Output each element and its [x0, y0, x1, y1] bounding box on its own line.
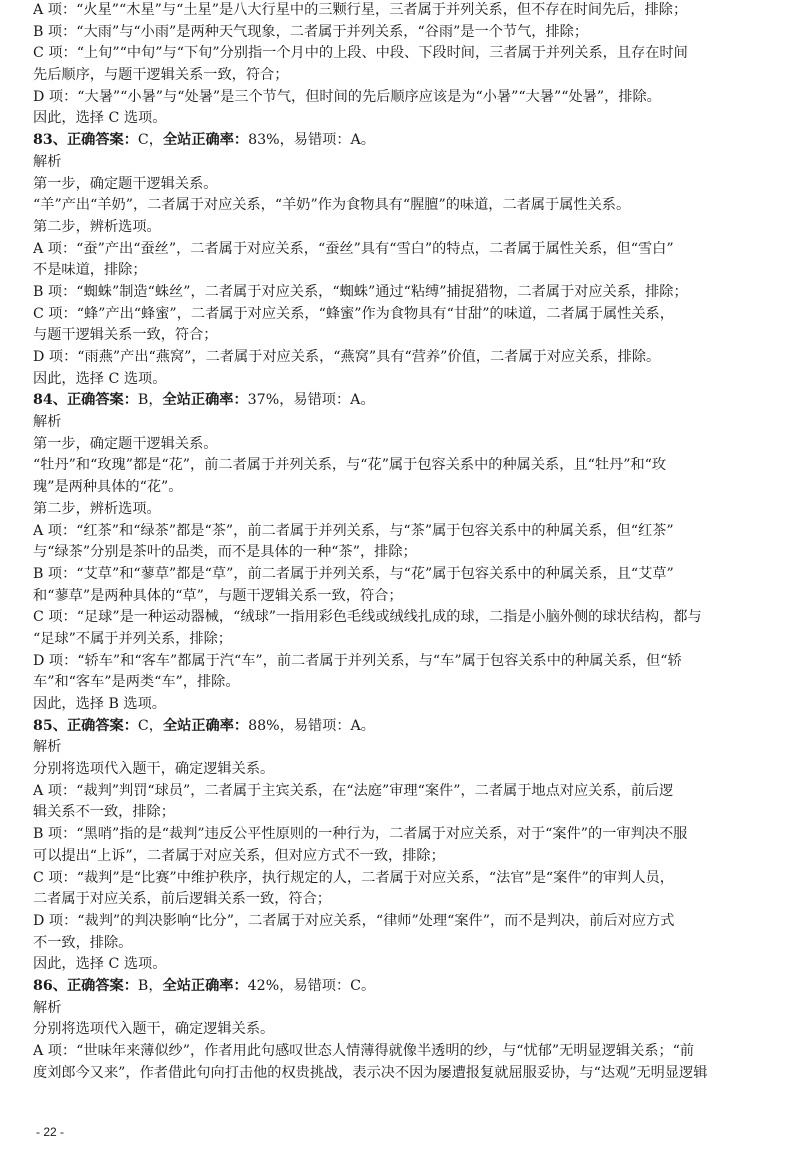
answer-header-v1: C，: [137, 132, 163, 149]
text-line: 因此，选择 B 选项。: [33, 696, 166, 712]
answer-header-v2: 37%，易错项：A。: [247, 392, 375, 409]
text-line: 辑关系不一致，排除；: [33, 804, 175, 821]
text-line: 因此，选择 C 选项。: [33, 370, 167, 387]
text-line: 先后顺序，与题干逻辑关系一致，符合；: [33, 67, 289, 84]
answer-header-k1: 正确答案：: [66, 977, 138, 994]
answer-header-v2: 88%，易错项：A。: [248, 717, 375, 734]
text-line: 第一步，确定题干逻辑关系。: [33, 435, 218, 452]
answer-header-k2: 全站正确率：: [162, 392, 248, 409]
answer-header: [33, 130, 775, 152]
text-line: “牡丹”和“玫瑰”都是“花”，前二者属于并列关系，与“花”属于包容关系中的种属关系，且“牡丹”和“玫: [33, 457, 667, 474]
text-line: D 项：“雨燕”产出“燕窝”，二者属于对应关系，“燕窝”具有“营养”价值，二者属于对应关系，排除。: [33, 349, 661, 365]
analysis-label: 解析: [33, 999, 62, 1016]
answer-header-k1: 正确答案：: [66, 132, 138, 149]
text-line: 二者属于对应关系，前后逻辑关系一致，符合；: [33, 891, 331, 908]
text-line: A 项：“裁判”判罚“球员”，二者属于主宾关系，在“法庭”审理“案件”，二者属于地点对应关系，前后逻: [33, 782, 674, 799]
text-line: D 项：“裁判”的判决影响“比分”，二者属于对应关系，“律师”处理“案件”，而不是判决，前后对应方式: [33, 912, 675, 929]
page-number: - 22 -: [36, 1125, 65, 1139]
text-line: A 项：“蚕”产出“蚕丝”，二者属于对应关系，“蚕丝”具有“雪白”的特点，二者属于属性关系，但“雪白”: [33, 240, 674, 257]
text-line: 不一致，排除。: [33, 934, 133, 951]
answer-header-k1: 正确答案：: [66, 392, 138, 409]
answer-header-num: 83、: [33, 132, 67, 149]
text-line: 因此，选择 C 选项。: [33, 956, 167, 973]
answer-header: [33, 976, 775, 998]
text-line: A 项：“红茶”和“绿茶”都是“茶”，前二者属于并列关系，与“茶”属于包容关系中的种属关系，但“红茶”: [33, 522, 674, 539]
answer-header-v2: 42%，易错项：C。: [247, 977, 376, 994]
answer-header-v1: B，: [137, 392, 163, 409]
text-line: C 项：“蜂”产出“蜂蜜”，二者属于对应关系，“蜂蜜”作为食物具有“甘甜”的味道，二者属于属性关系，: [33, 305, 674, 322]
text-line: 不是味道，排除；: [33, 262, 147, 279]
text-line: 分别将选项代入题干，确定逻辑关系。: [33, 761, 275, 778]
text-line: D 项：“大暑”“小暑”与“处暑”是三个节气，但时间的先后顺序应该是为“小暑”“大暑”“处暑”，排除。: [33, 88, 661, 105]
text-line: 瑰”是两种具体的“花”。: [33, 479, 183, 496]
text-line: 第二步，辨析选项。: [33, 500, 161, 517]
answer-header: [33, 390, 775, 412]
answer-header-k2: 全站正确率：: [162, 977, 248, 994]
answer-header-num: 84、: [33, 392, 67, 409]
text-line: C 项：“足球”是一种运动器械，“绒球”一指用彩色毛线或绒线扎成的球，二指是小脑外侧的球状结构，都与: [33, 609, 702, 626]
text-line: B 项：“艾草”和“蓼草”都是“草”，前二者属于并列关系，与“花”属于包容关系中的种属关系，且“艾草”: [33, 565, 674, 582]
answer-header-k2: 全站正确率：: [162, 717, 249, 734]
answer-header-v1: C，: [137, 717, 163, 734]
answer-header-num: 85、: [33, 717, 67, 734]
text-line: 第一步，确定题干逻辑关系。: [33, 175, 218, 192]
text-line: 度刘郎今又来”，作者借此句向打击他的权贵挑战，表示决不因为屡遭报复就屈服妥协，与“达观”无明显逻辑: [33, 1064, 708, 1081]
text-line: 和“蓼草”是两种具体的“草”，与题干逻辑关系一致，符合；: [33, 587, 403, 604]
text-line: “足球”不属于并列关系，排除；: [33, 630, 232, 647]
analysis-label: 解析: [33, 153, 62, 170]
answer-header-k2: 全站正确率：: [162, 132, 249, 149]
text-line: 与题干逻辑关系一致，符合；: [33, 327, 218, 344]
answer-header-v1: B，: [137, 977, 163, 994]
answer-header: [33, 716, 775, 738]
text-line: 因此，选择 C 选项。: [33, 110, 167, 127]
text-line: 分别将选项代入题干，确定逻辑关系。: [33, 1021, 275, 1038]
answer-header-k1: 正确答案：: [66, 717, 138, 734]
text-line: B 项：“大雨”与“小雨”是两种天气现象，二者属于并列关系，“谷雨”是一个节气，排除；: [33, 23, 589, 40]
text-line: C 项：“上旬”“中旬”与“下旬”分别指一个月中的上段、中段、下段时间，三者属于并列关系，且存在时间: [33, 45, 688, 62]
text-line: A 项：“火星”“木星”与“土星”是八大行星中的三颗行星，三者属于并列关系，但不存在时间先后，排除；: [33, 2, 688, 18]
analysis-label: 解析: [33, 739, 62, 756]
text-line: 可以提出“上诉”，二者属于对应关系，但对应方式不一致，排除；: [33, 847, 445, 864]
text-line: B 项：“黑哨”指的是“裁判”违反公平性原则的一种行为，二者属于对应关系，对于“案件”的一审判决不服: [33, 826, 688, 843]
answer-header-v2: 83%，易错项：A。: [248, 132, 375, 149]
text-line: C 项：“裁判”是“比赛”中维护秩序，执行规定的人，二者属于对应关系，“法官”是“案件”的审判人员，: [33, 869, 674, 886]
text-line: A 项：“世味年来薄似纱”，作者用此句感叹世态人情薄得就像半透明的纱，与“忧郁”无明显逻辑关系；“前: [33, 1043, 695, 1059]
text-line: 与“绿茶”分别是茶叶的品类，而不是具体的一种“茶”，排除；: [33, 544, 417, 561]
text-line: D 项：“轿车”和“客车”都属于汽“车”，前二者属于并列关系，与“车”属于包容关系中的种属关系，但“轿: [33, 652, 682, 669]
document-page: [33, 0, 775, 1084]
text-line: 第二步，辨析选项。: [33, 218, 161, 235]
analysis-label: 解析: [33, 414, 62, 431]
text-line: 车”和“客车”是两类“车”，排除。: [33, 674, 240, 691]
text-line: “羊”产出“羊奶”，二者属于对应关系，“羊奶”作为食物具有“腥膻”的味道，二者属于属性关系。: [33, 197, 631, 214]
answer-header-num: 86、: [33, 977, 67, 994]
text-line: B 项：“蜘蛛”制造“蛛丝”，二者属于对应关系，“蜘蛛”通过“粘缚”捕捉猎物，二者属于对应关系，排除；: [33, 283, 688, 300]
